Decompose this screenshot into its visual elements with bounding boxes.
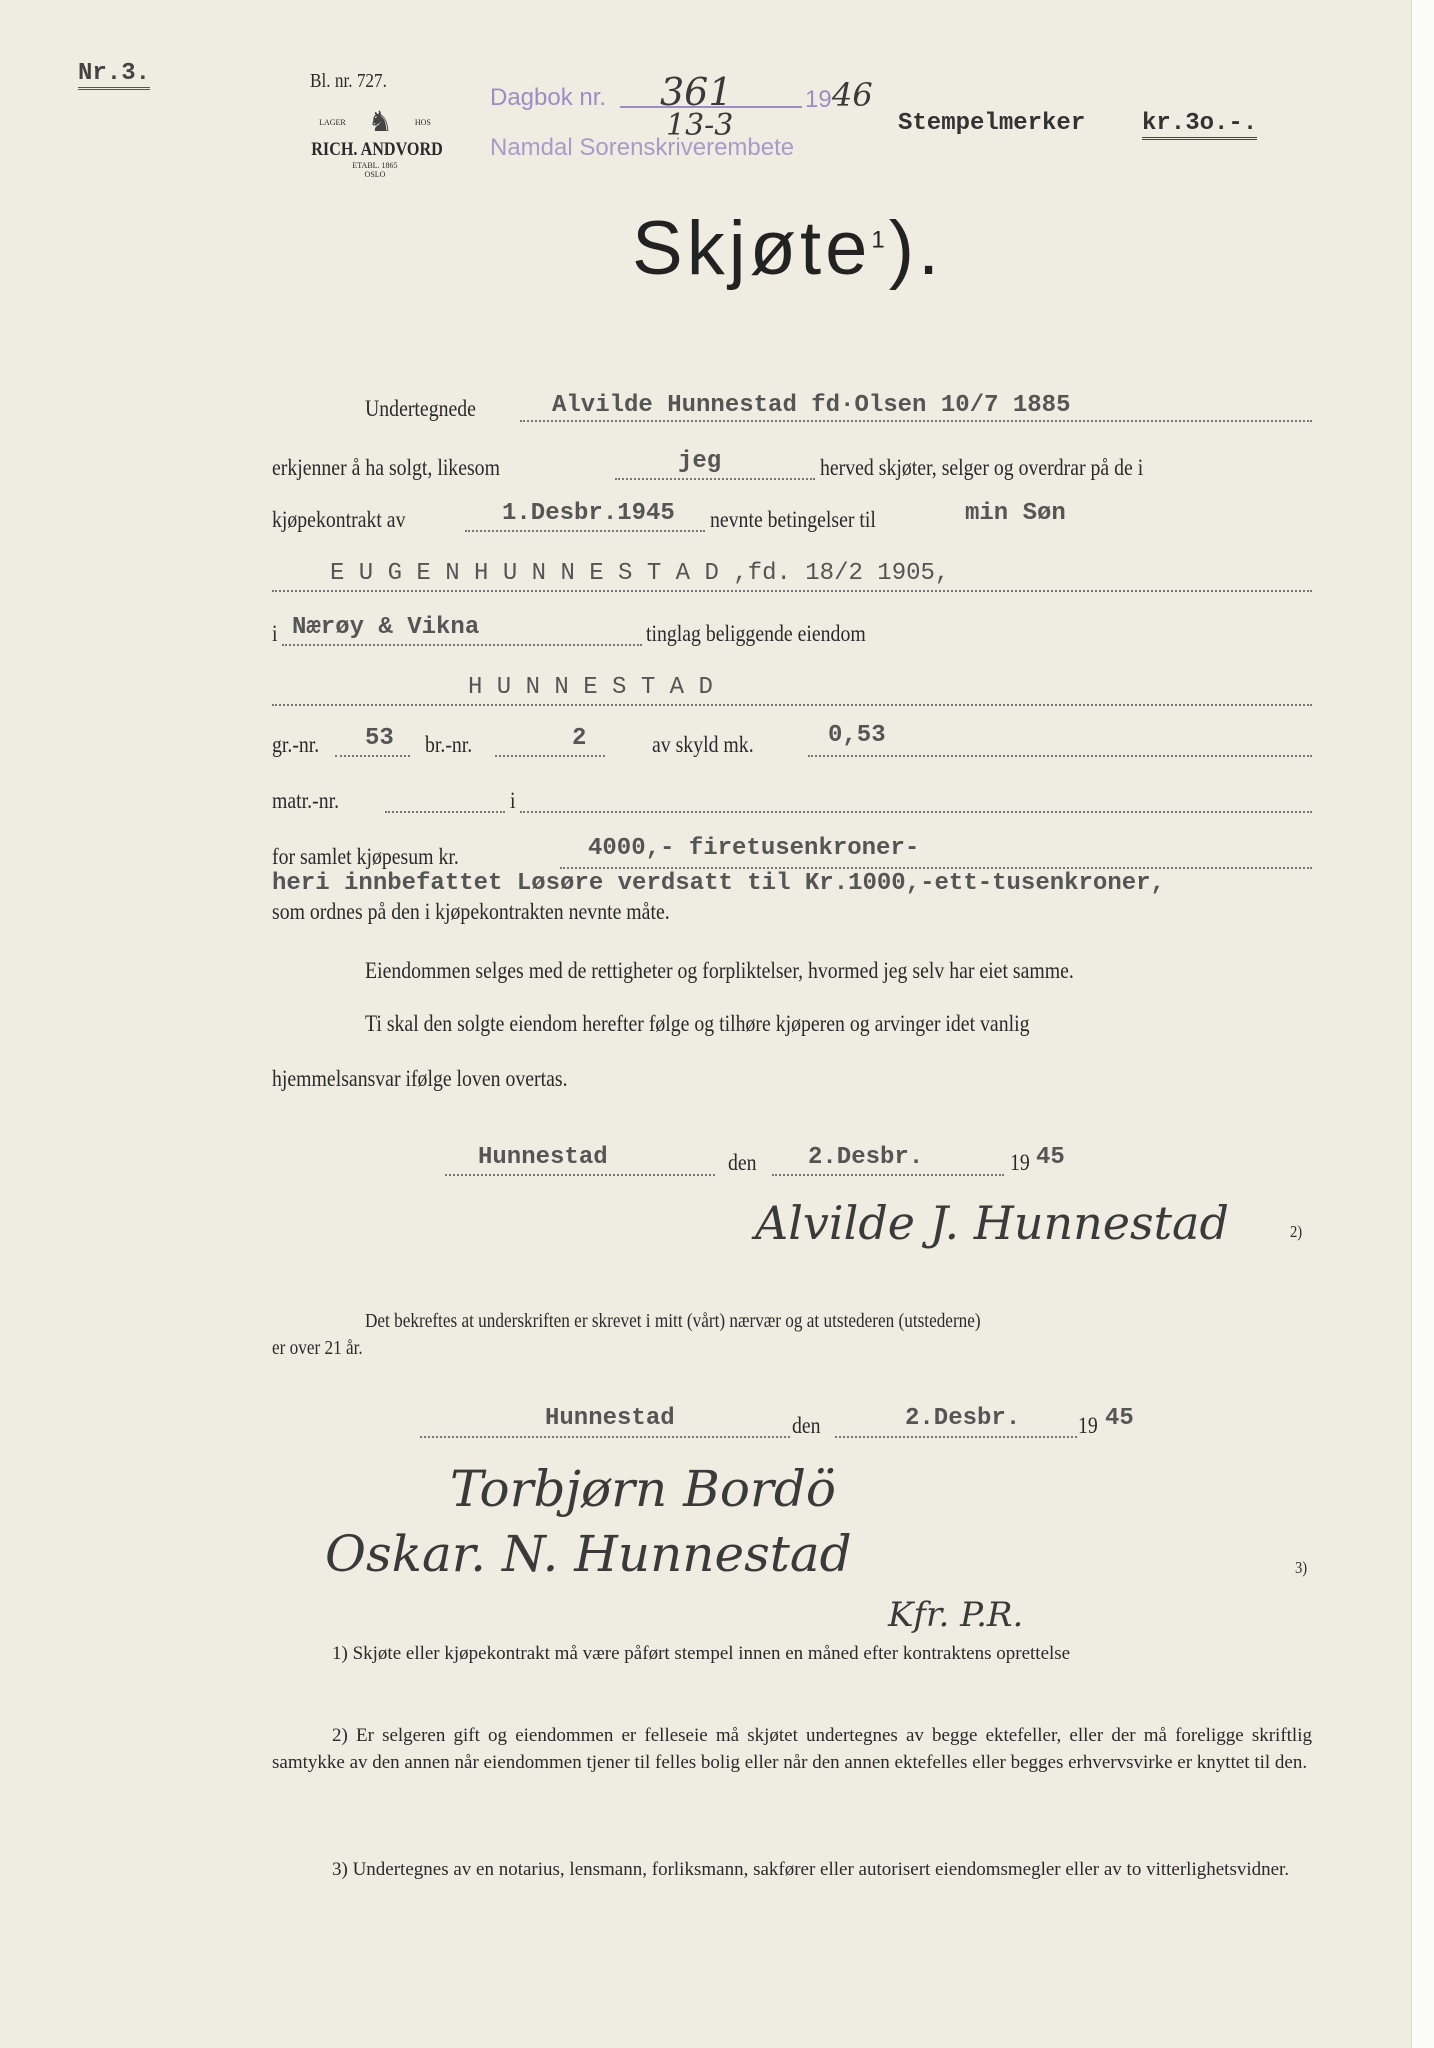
label-skyld: av skyld mk. bbox=[652, 732, 754, 757]
text: i bbox=[510, 788, 516, 813]
dagbok-year: 46 bbox=[832, 76, 873, 114]
text: den bbox=[728, 1150, 757, 1175]
label-undertegnede: Undertegnede bbox=[365, 396, 476, 421]
witness-signature-2: Oskar. N. Hunnestad bbox=[325, 1525, 852, 1583]
initials: Kfr. P.R. bbox=[888, 1595, 1024, 1635]
text: den bbox=[792, 1413, 821, 1438]
paragraph: hjemmelsansvar ifølge loven overtas. bbox=[272, 1066, 568, 1091]
text: erkjenner å ha solgt, likesom bbox=[272, 455, 500, 480]
label-gr-nr: gr.-nr. bbox=[272, 732, 320, 757]
text: nevnte betingelser til bbox=[710, 507, 876, 532]
text: 19 bbox=[1078, 1413, 1098, 1438]
signing-year: 45 bbox=[1036, 1144, 1065, 1171]
witness-text: er over 21 år. bbox=[272, 1337, 363, 1359]
gr-nr-value: 53 bbox=[365, 725, 394, 752]
publisher-logo: LAGER ♞ HOS RICH. ANDVORD ETABL. 1865 OSLO bbox=[311, 107, 443, 179]
district: Nærøy & Vikna bbox=[292, 614, 480, 641]
text: i bbox=[272, 621, 278, 646]
footnote-ref: 2) bbox=[1290, 1222, 1303, 1241]
br-nr-value: 2 bbox=[572, 725, 587, 752]
witness-text: Det bekreftes at underskriften er skrevet i mitt (vårt) nærvær og at utstederen (utstederne) bbox=[365, 1310, 981, 1332]
text: for samlet kjøpesum kr. bbox=[272, 844, 459, 869]
footnote-ref: 3) bbox=[1295, 1558, 1308, 1577]
text: tinglag beliggende eiendom bbox=[646, 621, 866, 646]
dagbok-date: 13-3 bbox=[666, 108, 734, 143]
label-matr-nr: matr.-nr. bbox=[272, 788, 340, 813]
footnote-1: 1) Skjøte eller kjøpekontrakt må være påført stempel innen en måned efter kontraktens oprettelse bbox=[332, 1643, 1071, 1664]
contract-date: 1.Desbr.1945 bbox=[502, 500, 675, 527]
signing-place: Hunnestad bbox=[478, 1144, 608, 1171]
witness-signature-1: Torbjørn Bordö bbox=[450, 1460, 836, 1518]
seller-name: Alvilde Hunnestad fd·Olsen 10/7 1885 bbox=[552, 392, 1071, 419]
text: som ordnes på den i kjøpekontrakten nevnte måte. bbox=[272, 899, 670, 924]
seller-signature: Alvilde J. Hunnestad bbox=[755, 1196, 1229, 1250]
text: herved skjøter, selger og overdrar på de i bbox=[820, 455, 1144, 480]
office-stamp: Namdal Sorenskriverembete bbox=[490, 134, 795, 161]
dagbok-number: 361 bbox=[660, 70, 733, 114]
paragraph: Ti skal den solgte eiendom herefter følge og tilhøre kjøperen og arvinger idet vanlig bbox=[365, 1011, 1030, 1036]
knight-emblem-icon: ♞ bbox=[367, 107, 393, 138]
dagbok-stamp: Dagbok nr. bbox=[490, 84, 607, 111]
skyld-value: 0,53 bbox=[828, 722, 886, 749]
footnote-2: 2) Er selgeren gift og eiendommen er felleseie må skjøtet undertegnes av begge ektefeller, eller der må foreligge skriftlig samtykke av den annen når eiendommen tjener til felles bolig eller når den annen ektefelles eller begges erhvervsvirke er knyttet til den. bbox=[272, 1725, 1312, 1773]
signing-date: 2.Desbr. bbox=[808, 1144, 924, 1171]
witness-date: 2.Desbr. bbox=[905, 1405, 1021, 1432]
seller-pronoun: jeg bbox=[678, 448, 722, 475]
stamp-label: Stempelmerker bbox=[898, 110, 1086, 137]
dagbok-year-prefix: 19 bbox=[805, 86, 832, 113]
witness-year: 45 bbox=[1105, 1405, 1134, 1432]
page-edge bbox=[1411, 0, 1434, 2048]
footnote-3: 3) Undertegnes av en notarius, lensmann, forliksmann, sakfører eller autorisert eiendomsmegler eller av to vitterlighetsvidner. bbox=[332, 1859, 1290, 1880]
page-title: Skjøte$^1$). bbox=[632, 206, 944, 291]
buyer-relation: min Søn bbox=[965, 500, 1066, 527]
text: kjøpekontrakt av bbox=[272, 507, 406, 532]
label-br-nr: br.-nr. bbox=[425, 732, 473, 757]
property-name: H U N N E S T A D bbox=[468, 674, 713, 701]
form-number: Bl. nr. 727. bbox=[310, 70, 387, 92]
document-number: Nr.3. bbox=[78, 60, 150, 90]
purchase-price: 4000,- firetusenkroner- bbox=[588, 835, 920, 862]
stamp-value: kr.3o.-. bbox=[1142, 110, 1257, 140]
paragraph: Eiendommen selges med de rettigheter og forpliktelser, hvormed jeg selv har eiet samme. bbox=[365, 958, 1074, 983]
witness-place: Hunnestad bbox=[545, 1405, 675, 1432]
text: 19 bbox=[1010, 1150, 1030, 1175]
buyer-name: E U G E N H U N N E S T A D ,fd. 18/2 1905, bbox=[330, 560, 950, 587]
included-movables: heri innbefattet Løsøre verdsatt til Kr.1000,-ett-tusenkroner, bbox=[272, 870, 1165, 897]
